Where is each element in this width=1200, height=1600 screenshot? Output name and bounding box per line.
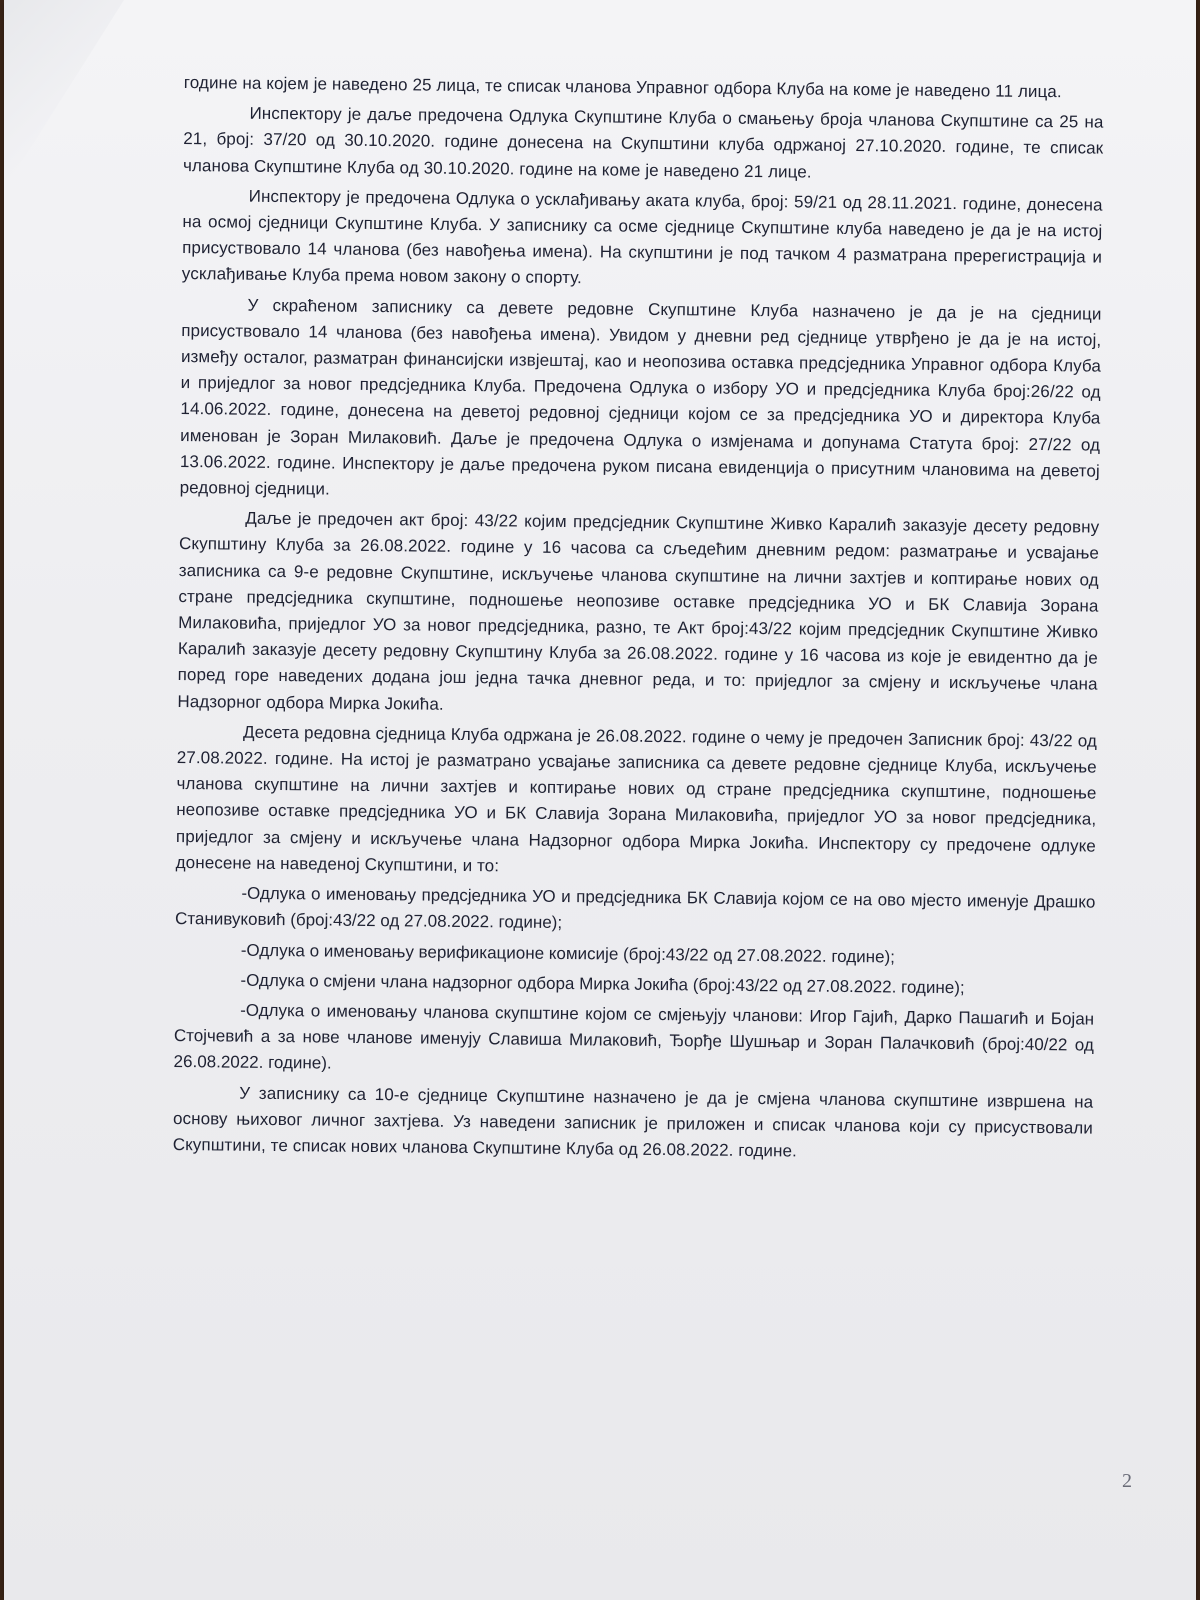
- decision-item: -Одлука о смјени члана надзорног одбора Мирка Јокића (број:43/22 од 27.08.2022. године);: [240, 970, 965, 997]
- paragraph-assembly-reduction: Инспектору је даље предочена Одлука Скупштине Клуба о смањењу броја чланова Скупштине са 25 на 21, број: 37/20 од 30.10.2020. године донесена на Скупштини клуба одржаној 27.10.2020. године, те списак чланова Скупштине Клуба од 30.10.2020. године на коме је наведено 21 лице.: [182, 103, 1104, 182]
- document-page: [4, 0, 1196, 1600]
- paragraph-continuation: године на којем је наведено 25 лица, те списак чланова Управног одбора Клуба на коме је наведено 11 лица.: [183, 72, 1062, 102]
- decision-item: -Одлука о именовању предсједника УО и предсједника БК Славија којом се на ово мјесто именује Драшко Станивуковић (број:43/22 од 27.08.2022. године);: [175, 883, 1096, 933]
- decision-item: -Одлука о именовању чланова скупштине којом се смјењују чланови: Игор Гајић, Дарко Пашагић и Бојан Стојчевић а за нове чланове именују Славиша Милаковић, Ђорђе Шушњар и Зоран Палачковић (број:40/22 од 26.08.2022. године).: [173, 1000, 1095, 1073]
- paragraph-ninth-session: У скраћеном записнику са девете редовне Скупштине Клуба назначено је да је на сједници присуствовало 14 чланова (без навођења имена). Увидом у дневни ред сједнице утврђено је да је на истој, између осталог, разматран финансијски извјештај, као и неопозива оставка предсједника Управног одбора Клуба и приједлог за новог предсједника Клуба. Предочена Одлука о избору УО и предсједника Клуба број:26/22 од 14.06.2022. године, донесена на деветој редовној сједници којом се за предсједника УО и директора Клуба именован је Зоран Милаковић. Даље је предочена Одлука о измјенама и допунама Статута број: 27/22 од 13.06.2022. године. Инспектору је даље предочена руком писана евиденција о присутним члановима на деветој редовној сједници.: [179, 295, 1102, 499]
- page-fold: [4, 0, 124, 200]
- page-number: 2: [1122, 1470, 1132, 1492]
- paragraph-acts-harmonization: Инспектору је предочена Одлука о усклађивању аката клуба, број: 59/21 од 28.11.2021. године, донесена на осмој сједници Скупштине Клуба. У записнику са осме сједнице Скупштине клуба наведено је да је на истој присуствовало 14 чланова (без навођења имена). На скупштини је под тачком 4 разматрана пререгистрација и усклађивање Клуба према новом закону о спорту.: [181, 186, 1103, 288]
- paragraph-closing: У записнику са 10-е сједнице Скупштине назначено је да је смјена чланова скупштине извршена на основу њиховог личног захтјева. Уз наведени записник је приложен и списак чланова који су присуствовали Скупштини, те списак нових чланова Скупштине Клуба од 26.08.2022. године.: [172, 1083, 1094, 1161]
- paragraph-tenth-session-notice: Даље је предочен акт број: 43/22 којим предсједник Скупштине Живко Каралић заказује десету редовну Скупштину Клуба за 26.08.2022. године у 16 часова са сљедећим дневним редом: разматрање и усвајање записника са 9-е редовне Скупштине, искључење чланова скупштине на лични захтјев и коптирање нових од стране предсједника скупштине, подношење неопозиве оставке предсједника УО и БК Славија Зорана Милаковића, приједлог УО за новог предсједника, разно, те Акт број:43/22 којим предсједник Скупштине Живко Каралић заказује десету редовну Скупштину Клуба за 26.08.2022. године у 16 часова из које је евидентно да је поред горе наведених додана још једна тачка дневног реда, и то: приједлог за смјену и искључење члана Надзорног одбора Мирка Јокића.: [177, 508, 1100, 714]
- decision-item: -Одлука о именовању верификационе комисије (број:43/22 од 27.08.2022. године);: [240, 940, 896, 966]
- document-body: [173, 70, 1104, 1172]
- paragraph-tenth-session-minutes: Десета редовна сједница Клуба одржана је 26.08.2022. године о чему је предочен Записник број: 43/22 од 27.08.2022. године. На истој је разматрано усвајање записника са девете редовне сједнице Клуба, искључење чланова скупштине на лични захтјев и коптирање нових од стране предсједника скупштине, подношење неопозиве оставке предсједника УО и БК Славија Зорана Милаковића, приједлог УО за новог предсједника, приједлог за смјену и искључење члана Надзорног одбора Мирка Јокића. Инспектору су предочене одлуке донесене на наведеној Скупштини, и то:: [175, 722, 1098, 876]
